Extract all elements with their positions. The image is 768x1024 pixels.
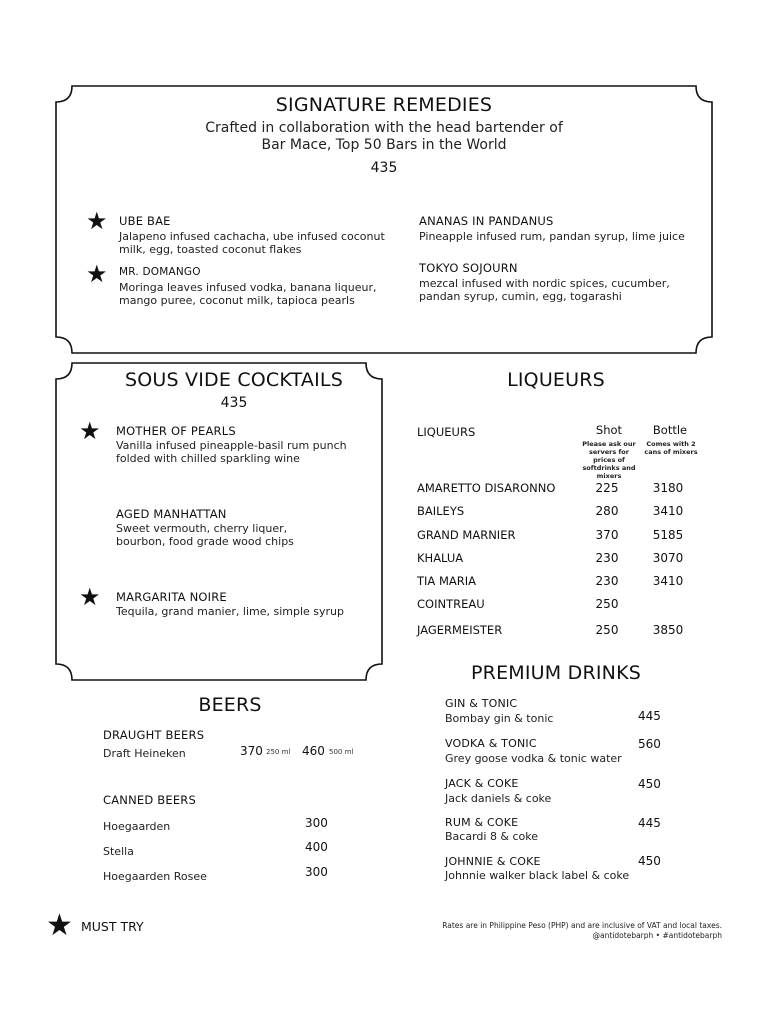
premium-item-desc: Johnnie walker black label & coke xyxy=(445,869,630,882)
must-try-star-icon: ★ xyxy=(79,583,101,611)
footer-social: @antidotebarph • #antidotebarph xyxy=(592,931,722,940)
liqueurs-column-label: LIQUEURS xyxy=(417,425,476,439)
footer-rates-note: Rates are in Philippine Peso (PHP) and are inclusive of VAT and local taxes. xyxy=(442,921,722,930)
liqueur-shot-price: 280 xyxy=(595,504,619,518)
liqueur-shot-price: 225 xyxy=(595,481,619,495)
canned-item: Hoegaarden Rosee xyxy=(103,870,207,883)
liqueurs-title: LIQUEURS xyxy=(507,369,605,391)
signature-price: 435 xyxy=(370,160,398,176)
draught-item: Draft Heineken xyxy=(103,747,186,760)
premium-item-name: JOHNNIE & COKE xyxy=(445,855,541,868)
premium-item-desc: Bacardi 8 & coke xyxy=(445,830,539,843)
shot-header: Shot xyxy=(595,423,623,437)
premium-item-name: VODKA & TONIC xyxy=(445,737,537,750)
premium-item-name: JACK & COKE xyxy=(445,777,519,790)
premium-item-price: 450 xyxy=(638,854,661,868)
signature-item-name: TOKYO SOJOURN xyxy=(419,261,518,275)
draught-unit-small: 250 ml xyxy=(266,748,291,756)
liqueur-bottle-price: 5185 xyxy=(652,528,684,542)
signature-title: SIGNATURE REMEDIES xyxy=(275,94,493,116)
must-try-star-icon: ★ xyxy=(86,260,108,288)
signature-item-desc: mango puree, coconut milk, tapioca pearls xyxy=(119,294,355,307)
signature-item-desc: Jalapeno infused cachacha, ube infused coconut xyxy=(119,230,385,243)
liqueur-shot-price: 250 xyxy=(595,623,619,637)
canned-label: CANNED BEERS xyxy=(103,793,196,807)
premium-item-price: 445 xyxy=(638,816,661,830)
signature-item-desc: milk, egg, toasted coconut flakes xyxy=(119,243,302,256)
signature-subtitle-1: Crafted in collaboration with the head bartender of xyxy=(205,120,563,136)
liqueur-bottle-price: 3410 xyxy=(652,504,684,518)
signature-item-desc: Moringa leaves infused vodka, banana liqueur, xyxy=(119,281,377,294)
canned-item: Stella xyxy=(103,845,134,858)
signature-subtitle-2: Bar Mace, Top 50 Bars in the World xyxy=(261,137,507,153)
liqueur-name: TIA MARIA xyxy=(417,574,476,588)
liqueur-name: AMARETTO DISARONNO xyxy=(417,481,556,495)
must-try-legend-label: MUST TRY xyxy=(81,919,144,934)
bottle-header: Bottle xyxy=(652,423,688,437)
liqueur-bottle-price: 3410 xyxy=(652,574,684,588)
liqueur-shot-price: 230 xyxy=(595,574,619,588)
liqueur-name: COINTREAU xyxy=(417,597,485,611)
canned-item: Hoegaarden xyxy=(103,820,171,833)
signature-item-name: UBE BAE xyxy=(119,214,171,228)
signature-item-name: ANANAS IN PANDANUS xyxy=(419,214,554,228)
shot-note: Please ask our servers for prices of softdrinks and mixers xyxy=(582,440,636,480)
premium-item-name: RUM & COKE xyxy=(445,816,519,829)
liqueur-bottle-price: 3850 xyxy=(652,623,684,637)
sous-vide-item-name: MARGARITA NOIRE xyxy=(116,590,227,604)
premium-item-price: 445 xyxy=(638,709,661,723)
canned-price: 300 xyxy=(305,816,328,830)
premium-title: PREMIUM DRINKS xyxy=(471,662,641,684)
signature-item-name: MR. DOMANGO xyxy=(119,266,201,278)
signature-item-desc: Pineapple infused rum, pandan syrup, lime juice xyxy=(419,230,685,243)
liqueur-shot-price: 230 xyxy=(595,551,619,565)
sous-vide-item-desc: Vanilla infused pineapple-basil rum punch xyxy=(116,439,347,452)
liqueur-shot-price: 250 xyxy=(595,597,619,611)
sous-vide-item-name: MOTHER OF PEARLS xyxy=(116,424,236,438)
liqueur-shot-price: 370 xyxy=(595,528,619,542)
sous-vide-title: SOUS VIDE COCKTAILS xyxy=(125,369,343,391)
must-try-star-icon: ★ xyxy=(79,417,101,445)
premium-item-desc: Bombay gin & tonic xyxy=(445,712,554,725)
sous-vide-item-desc: Tequila, grand manier, lime, simple syrup xyxy=(116,605,344,618)
premium-item-desc: Grey goose vodka & tonic water xyxy=(445,752,622,765)
liqueur-name: JAGERMEISTER xyxy=(417,623,503,637)
signature-item-desc: pandan syrup, cumin, egg, togarashi xyxy=(419,290,622,303)
premium-item-desc: Jack daniels & coke xyxy=(445,792,552,805)
draught-label: DRAUGHT BEERS xyxy=(103,728,205,742)
canned-price: 300 xyxy=(305,865,328,879)
liqueur-name: GRAND MARNIER xyxy=(417,528,516,542)
premium-item-name: GIN & TONIC xyxy=(445,697,518,710)
canned-price: 400 xyxy=(305,840,328,854)
sous-vide-price: 435 xyxy=(220,395,248,411)
premium-item-price: 450 xyxy=(638,777,661,791)
beers-title: BEERS xyxy=(198,694,262,716)
draught-price-large: 460 xyxy=(302,744,325,758)
sous-vide-item-desc: folded with chilled sparkling wine xyxy=(116,452,300,465)
draught-price-small: 370 xyxy=(240,744,263,758)
premium-item-price: 560 xyxy=(638,737,661,751)
liqueur-name: BAILEYS xyxy=(417,504,465,518)
draught-unit-large: 500 ml xyxy=(329,748,354,756)
must-try-legend-star-icon: ★ xyxy=(46,908,73,943)
bottle-note: Comes with 2 cans of mixers xyxy=(644,440,698,456)
sous-vide-item-desc: Sweet vermouth, cherry liquer, xyxy=(116,522,288,535)
liqueur-name: KHALUA xyxy=(417,551,464,565)
must-try-star-icon: ★ xyxy=(86,207,108,235)
sous-vide-item-name: AGED MANHATTAN xyxy=(116,507,227,521)
signature-item-desc: mezcal infused with nordic spices, cucumber, xyxy=(419,277,670,290)
liqueur-bottle-price: 3180 xyxy=(652,481,684,495)
liqueur-bottle-price: 3070 xyxy=(652,551,684,565)
sous-vide-item-desc: bourbon, food grade wood chips xyxy=(116,535,294,548)
